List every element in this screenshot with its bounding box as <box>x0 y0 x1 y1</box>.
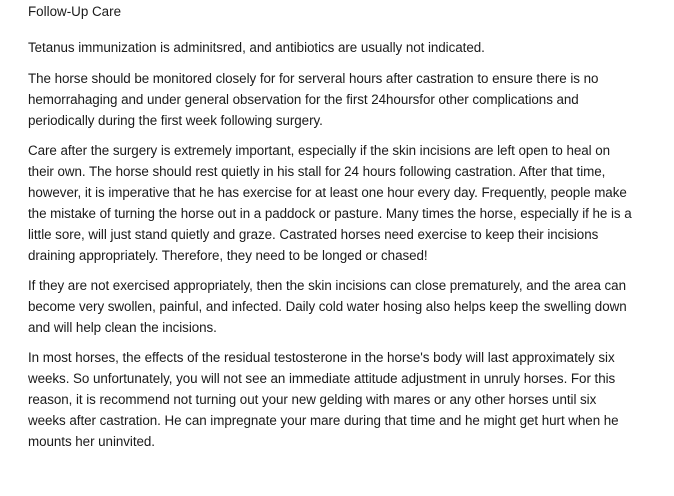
paragraph-monitoring: The horse should be monitored closely for for serveral hours after castration to ensure there is no hemorrahaging and under general observation for the first 24hoursfor other complications and periodically during the first week following surgery. <box>28 71 599 128</box>
paragraph-exercise: Care after the surgery is extremely important, especially if the skin incisions are left open to heal on their own. The horse should rest quietly in his stall for 24 hours following castration. After that time, however, it is imperative that he has exercise for at least one hour every day. Frequently, people make the mistake of turning the horse out in a paddock or pasture. Many times the horse, especially if he is a little sore, will just stand quietly and graze. Castrated horses need exercise to keep their incisions draining appropriately. Therefore, they need to be longed or chased! <box>28 143 632 263</box>
paragraph-testosterone: In most horses, the effects of the residual testosterone in the horse's body will last approximately six weeks. So unfortunately, you will not see an immediate attitude adjustment in unruly horses. For this reason, it is recommend not turning out your new gelding with mares or any other horses until six weeks after castration. He can impregnate your mare during that time and he might get hurt when he mounts her uninvited. <box>28 350 619 449</box>
paragraph-incisions: If they are not exercised appropriately, then the skin incisions can close prematurely, and the area can become very swollen, painful, and infected. Daily cold water hosing also helps keep the swelling down and will help clean the incisions. <box>28 278 627 335</box>
section-heading: Follow-Up Care <box>28 4 122 19</box>
paragraph-tetanus: Tetanus immunization is adminitsred, and antibiotics are usually not indicated. <box>28 40 485 55</box>
